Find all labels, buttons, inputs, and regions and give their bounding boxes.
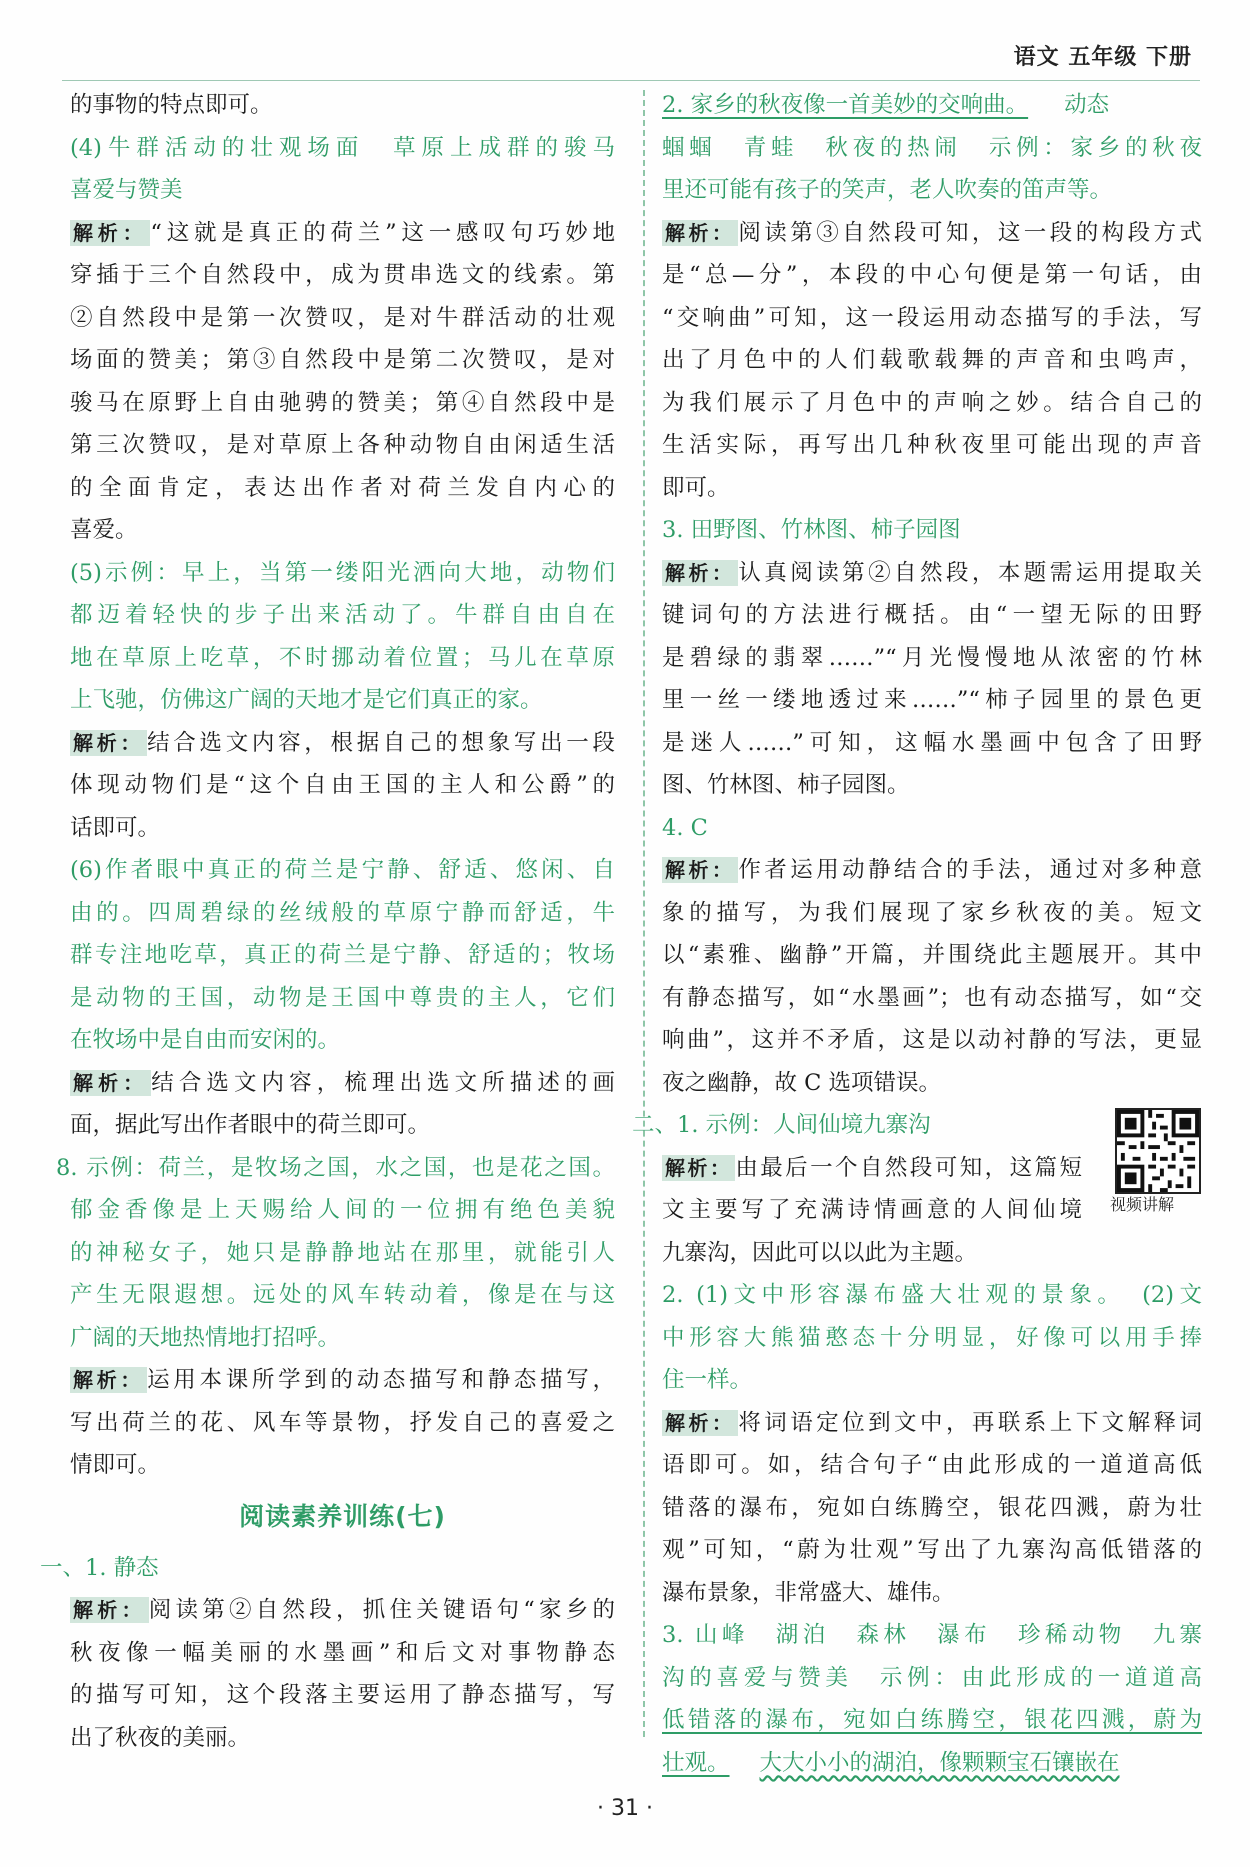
text-line: 键词句的方法进行概括。由“一望无际的田野 — [662, 602, 1202, 628]
analysis-line: 解析： 阅读第③自然段可知，这一段的构段方式 — [662, 212, 1202, 255]
text-line: 象的描写，为我们展现了家乡秋夜的美。短文 — [662, 899, 1202, 926]
answer-line: 3. 山峰 湖泊 森林 瀑布 珍稀动物 九寨 — [662, 1622, 1202, 1648]
analysis-tag: 解析： — [70, 1070, 151, 1096]
analysis-tag: 解析： — [662, 857, 738, 883]
answer-line: 中形容大熊猫憨态十分明显，好像可以用手捧 — [662, 1324, 1202, 1351]
text-line: 穿插于三个自然段中，成为贯串选文的线索。第 — [70, 262, 615, 288]
left-column — [40, 84, 615, 1759]
answer-line: (4)牛群活动的壮观场面 草原上成群的骏马 — [70, 134, 615, 161]
text-line: 场面的赞美；第③自然段中是第二次赞叹，是对 — [70, 347, 615, 373]
section-title: 阅读素养训练(七) — [239, 1501, 446, 1531]
answer-line: 广阔的天地热情地打招呼。 — [70, 1324, 341, 1351]
text-line: 面，据此写出作者眼中的荷兰即可。 — [70, 1112, 431, 1138]
analysis-line: 解析： 运用本课所学到的动态描写和静态描写， — [70, 1359, 615, 1402]
answer-line: (6)作者眼中真正的荷兰是宁静、舒适、悠闲、自 — [70, 857, 615, 883]
answer-line: 2. (1)文中形容瀑布盛大壮观的景象。 (2)文 — [662, 1282, 1202, 1308]
text-line: 以“素雅、幽静”开篇，并围绕此主题展开。其中 — [662, 942, 1202, 968]
text-line: ②自然段中是第一次赞叹，是对牛群活动的壮观 — [70, 304, 615, 331]
qr-code[interactable] — [1115, 1108, 1201, 1194]
text-line: 是迷人……”可知，这幅水墨画中包含了田野 — [662, 729, 1202, 756]
analysis-line: 解析： 阅读第②自然段，抓住关键语句“家乡的 — [70, 1589, 615, 1632]
text-line: 九寨沟，因此可以以此为主题。 — [662, 1239, 978, 1266]
text-line: 有静态描写，如“水墨画”；也有动态描写，如“交 — [662, 984, 1202, 1011]
analysis-tag: 解析： — [662, 1410, 738, 1436]
text-line: 响曲”，这并不矛盾，这是以动衬静的写法，更显 — [662, 1027, 1202, 1053]
answer-line: 产生无限遐想。远处的风车转动着，像是在与这 — [70, 1282, 615, 1308]
text-line: 骏马在原野上自由驰骋的赞美；第④自然段中是 — [70, 389, 615, 416]
answer-line: 群专注地吃草，真正的荷兰是宁静、舒适的；牧场 — [70, 942, 615, 968]
header-rule — [62, 80, 1200, 81]
text-line: 秋夜像一幅美丽的水墨画”和后文对事物静态 — [70, 1639, 615, 1666]
text-line: 写出荷兰的花、风车等景物，抒发自己的喜爱之 — [70, 1409, 615, 1436]
text-line: 的描写可知，这个段落主要运用了静态描写，写 — [70, 1682, 615, 1708]
answer-line: 在牧场中是自由而安闲的。 — [70, 1027, 341, 1053]
answer-line: 沟的喜爱与赞美 示例：由此形成的一道道高 — [662, 1664, 1202, 1691]
answer-line: 4. C — [662, 814, 708, 841]
analysis-tag: 解析： — [70, 730, 147, 756]
answer-line: 是动物的王国，动物是王国中尊贵的主人，它们 — [70, 984, 615, 1011]
text-line: 生活实际，再写出几种秋夜里可能出现的声音 — [662, 432, 1202, 458]
analysis-line: 解析： 将词语定位到文中，再联系上下文解释词 — [662, 1402, 1202, 1445]
analysis-tag: 解析： — [70, 1367, 147, 1393]
analysis-tag: 解析： — [662, 1155, 735, 1181]
text-line: 话即可。 — [70, 814, 161, 841]
text-line: 第三次赞叹，是对草原上各种动物自由闲适生活 — [70, 432, 615, 458]
analysis-tag: 解析： — [70, 220, 150, 246]
answer-line: 的神秘女子，她只是静静地站在那里，就能引人 — [70, 1239, 615, 1266]
answer-line: 由的。四周碧绿的丝绒般的草原宁静而舒适，牛 — [70, 899, 615, 926]
answer-line: 地在草原上吃草，不时挪动着位置；马儿在草原 — [70, 644, 615, 671]
answer-line: 郁金香像是上天赐给人间的一位拥有绝色美貌 — [70, 1197, 615, 1223]
text-line: 即可。 — [662, 474, 730, 501]
text-line: 的事物的特点即可。 — [70, 92, 273, 118]
analysis-line: 解析： 由最后一个自然段可知，这篇短 — [662, 1147, 1082, 1190]
text-line: 情即可。 — [70, 1452, 161, 1478]
right-column — [632, 84, 1202, 1784]
answer-line: 上飞驰，仿佛这广阔的天地才是它们真正的家。 — [70, 687, 543, 713]
answer-line: 蝈蝈 青蛙 秋夜的热闹 示例：家乡的秋夜 — [662, 134, 1202, 161]
answer-line: 里还可能有孩子的笑声，老人吹奏的笛声等。 — [662, 177, 1113, 203]
text-line: 出了月色中的人们载歌载舞的声音和虫鸣声， — [662, 347, 1202, 373]
answer-line: 二、1. 示例：人间仙境九寨沟 — [632, 1112, 931, 1138]
text-line: 瀑布景象，非常盛大、雄伟。 — [662, 1579, 955, 1606]
qr-caption: 视频讲解 — [1110, 1195, 1175, 1214]
answer-line: 3. 田野图、竹林图、柿子园图 — [662, 517, 961, 543]
analysis-tag: 解析： — [70, 1597, 149, 1623]
page-header: 语文 五年级 下册 — [1013, 45, 1192, 70]
answer-line: 2. 家乡的秋夜像一首美妙的交响曲。 动态 — [662, 92, 1110, 118]
answer-line: (5)示例：早上，当第一缕阳光洒向大地，动物们 — [70, 559, 615, 586]
column-divider — [643, 90, 645, 1737]
text-line: 文主要写了充满诗情画意的人间仙境 — [662, 1197, 1082, 1223]
analysis-line: 解析： 结合选文内容，根据自己的想象写出一段 — [70, 722, 615, 765]
answer-line: 喜爱与赞美 — [70, 177, 183, 203]
analysis-line: 解析： 结合选文内容，梳理出选文所描述的画 — [70, 1062, 615, 1105]
text-line: “交响曲”可知，这一段运用动态描写的手法，写 — [662, 304, 1202, 331]
text-line: 是“总—分”，本段的中心句便是第一句话，由 — [662, 262, 1202, 288]
text-line: 错落的瀑布，宛如白练腾空，银花四溅，蔚为壮 — [662, 1494, 1202, 1521]
analysis-line: 解析： “这就是真正的荷兰”这一感叹句巧妙地 — [70, 212, 615, 255]
answer-line: 低错落的瀑布，宛如白练腾空，银花四溅，蔚为 — [662, 1707, 1202, 1733]
text-line: 的全面肯定，表达出作者对荷兰发自内心的 — [70, 474, 615, 501]
text-line: 为我们展示了月色中的声响之妙。结合自己的 — [662, 389, 1202, 416]
answer-line: 都迈着轻快的步子出来活动了。牛群自由自在 — [70, 602, 615, 628]
text-line: 图、竹林图、柿子园图。 — [662, 772, 910, 798]
answer-line: 一、1. 静态 — [40, 1554, 159, 1581]
text-line: 里一丝一缕地透过来……”“柿子园里的景色更 — [662, 687, 1202, 713]
answer-line: 住一样。 — [662, 1367, 753, 1393]
text-line: 出了秋夜的美丽。 — [70, 1724, 251, 1751]
analysis-line: 解析： 认真阅读第②自然段，本题需运用提取关 — [662, 552, 1202, 595]
analysis-line: 解析： 作者运用动静结合的手法，通过对多种意 — [662, 849, 1202, 892]
answer-line: 8. 示例：荷兰，是牧场之国，水之国，也是花之国。 — [56, 1154, 615, 1181]
analysis-tag: 解析： — [662, 220, 738, 246]
answer-line: 壮观。 大大小小的湖泊，像颗颗宝石镶嵌在 — [662, 1749, 1120, 1776]
analysis-tag: 解析： — [662, 560, 738, 586]
page-number: · 31 · — [597, 1796, 653, 1821]
text-line: 喜爱。 — [70, 517, 138, 543]
text-line: 语即可。如，结合句子“由此形成的一道道高低 — [662, 1452, 1202, 1478]
text-line: 是碧绿的翡翠……”“月光慢慢地从浓密的竹林 — [662, 644, 1202, 671]
text-line: 夜之幽静，故 C 选项错误。 — [662, 1069, 942, 1096]
text-line: 体现动物们是“这个自由王国的主人和公爵”的 — [70, 772, 615, 798]
qr-code-image — [1117, 1110, 1199, 1192]
text-line: 观”可知，“蔚为壮观”写出了九寨沟高低错落的 — [662, 1537, 1202, 1563]
